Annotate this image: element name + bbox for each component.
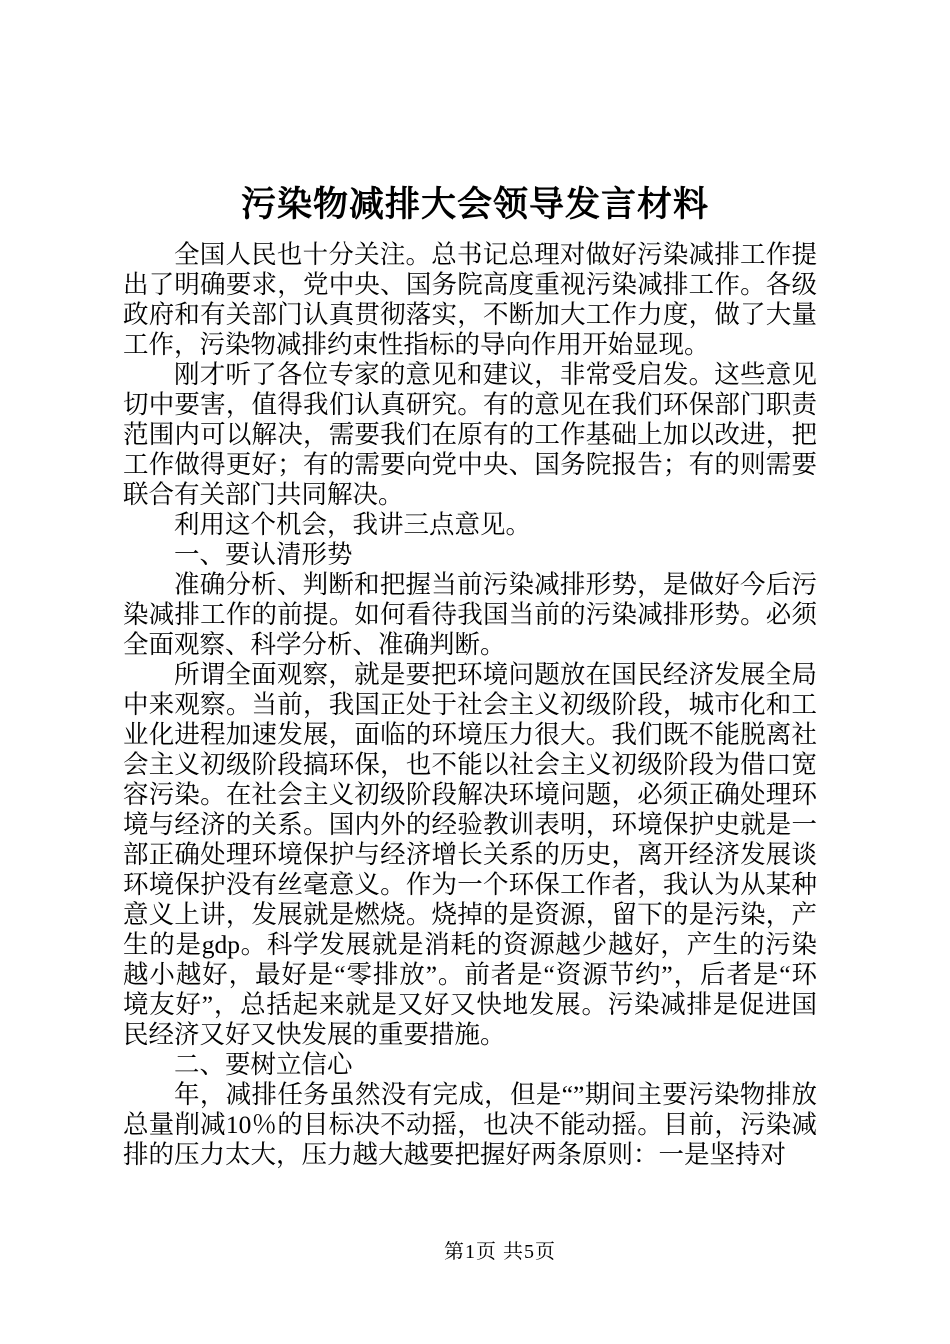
- paragraph-6: 年，减排任务虽然没有完成，但是“”期间主要污染物排放总量削减10％的目标决不动摇，也决不能动摇。目前，污染减排的压力太大，压力越大越要把握好两条原则：一是坚持对: [123, 1080, 817, 1169]
- paragraph-5: 所谓全面观察，就是要把环境问题放在国民经济发展全局中来观察。当前，我国正处于社会主义初级阶段，城市化和工业化进程加速发展，面临的环境压力很大。我们既不能脱离社会主义初级阶段搞环保，也不能以社会主义初级阶段为借口宽容污染。在社会主义初级阶段解决环境问题，必须正确处理环境与经济的关系。国内外的经验教训表明，环境保护史就是一部正确处理环境保护与经济增长关系的历史，离开经济发展谈环境保护没有丝毫意义。作为一个环保工作者，我认为从某种意义上讲，发展就是燃烧。烧掉的是资源，留下的是污染，产生的是gdp。科学发展就是消耗的资源越少越好，产生的污染越小越好，最好是“零排放”。前者是“资源节约”，后者是“环境友好”，总括起来就是又好又快地发展。污染减排是促进国民经济又好又快发展的重要措施。: [123, 660, 817, 1049]
- paragraph-3: 利用这个机会，我讲三点意见。: [174, 510, 532, 539]
- paragraph-4: 准确分析、判断和把握当前污染减排形势，是做好今后污染减排工作的前提。如何看待我国当前的污染减排形势。必须全面观察、科学分析、准确判断。: [123, 570, 817, 659]
- page-number-label: 第1页 共5页: [444, 1241, 556, 1263]
- paragraph-2: 刚才听了各位专家的意见和建议，非常受启发。这些意见切中要害，值得我们认真研究。有的意见在我们环保部门职责范围内可以解决，需要我们在原有的工作基础上加以改进，把工作做得更好；有的需要向党中央、国务院报告；有的则需要联合有关部门共同解决。: [123, 360, 817, 509]
- paragraph-heading-1: 一、要认清形势: [174, 540, 353, 569]
- paragraph-heading-2: 二、要树立信心: [174, 1050, 353, 1079]
- page-footer: [0, 1240, 950, 1264]
- document-body: [123, 240, 817, 1170]
- paragraph-1: 全国人民也十分关注。总书记总理对做好污染减排工作提出了明确要求，党中央、国务院高度重视污染减排工作。各级政府和有关部门认真贯彻落实，不断加大工作力度，做了大量工作，污染物减排约束性指标的导向作用开始显现。: [123, 240, 817, 359]
- document-title: 污染物减排大会领导发言材料: [240, 185, 709, 224]
